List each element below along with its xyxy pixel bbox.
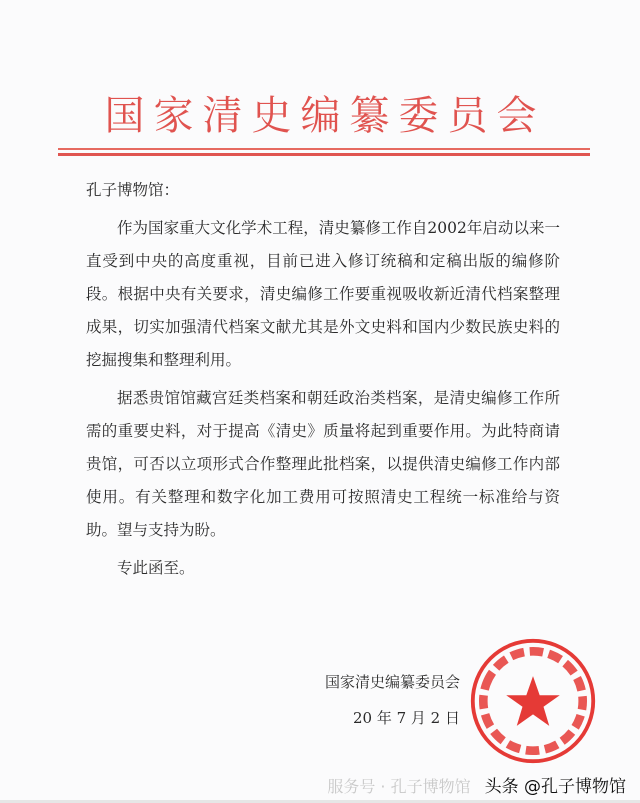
salutation: 孔子博物馆：	[86, 181, 180, 199]
watermark-row	[327, 772, 626, 797]
signature-organization: 国家清史编纂委员会	[324, 673, 460, 691]
paragraph-1: 作为国家重大文化学术工程，清史纂修工作自2002年启动以来一直受到中央的高度重视，目前已进入修订统稿和定稿出版的编修阶段。根据中央有关要求，清史编修工作要重视吸收新近清代档案整理成果，切实加强清代档案文献尤其是外文史料和国内少数民族史料的挖掘搜集和整理利用。	[86, 219, 560, 369]
watermark-service-account: 服务号 · 孔子博物馆	[327, 777, 471, 796]
letterhead-rule-thin	[58, 148, 590, 150]
signature-date: 20 年 7 月 2 日	[352, 709, 460, 727]
signature-block	[300, 664, 460, 736]
official-seal-stamp	[468, 636, 598, 766]
letterhead-title: 国家清史编纂委员会	[104, 93, 546, 139]
watermark-platform: 头条 @孔子博物馆	[484, 777, 626, 797]
paragraph-closing: 专此函至。	[117, 559, 195, 577]
paragraph-2: 据悉贵馆馆藏宫廷类档案和朝廷政治类档案，是清史编修工作所需的重要史料，对于提高《清史》质量将起到重要作用。为此特商请贵馆，可否以立项形式合作整理此批档案，以提供清史编修工作内部使用。有关整理和数字化加工费用可按照清史工程统一标准给与资助。望与支持为盼。	[86, 389, 560, 539]
letter-body	[86, 174, 560, 590]
letterhead-rule-thick	[58, 153, 590, 156]
